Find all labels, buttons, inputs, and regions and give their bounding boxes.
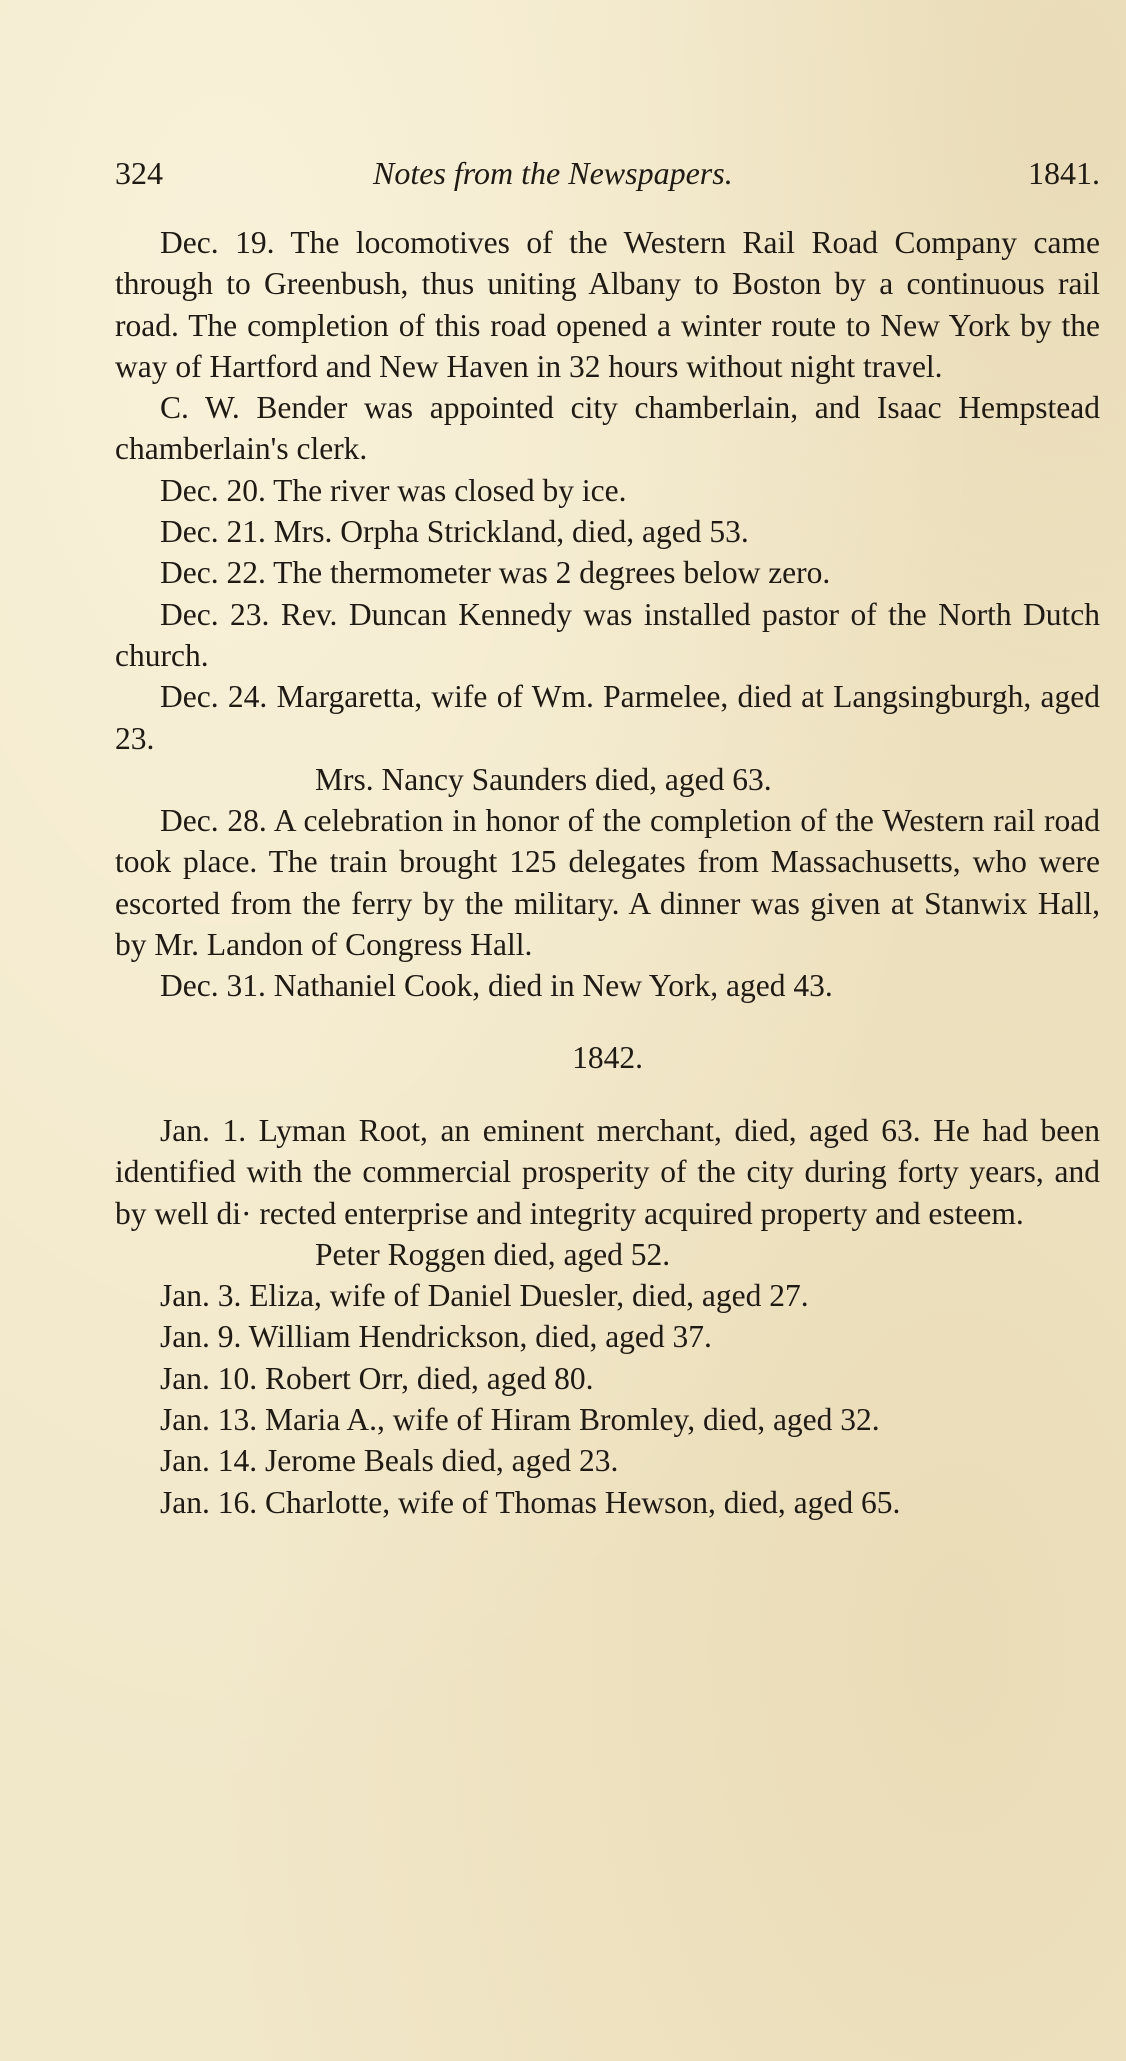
entry-jan-14: Jan. 14. Jerome Beals died, aged 23. [160,1443,619,1479]
entry-jan-13: Jan. 13. Maria A., wife of Hiram Bromley, died, aged 32. [160,1402,880,1438]
running-title: Notes from the Newspapers. [373,155,733,191]
entry-dec-22: Dec. 22. The thermometer was 2 degrees below zero. [160,555,831,591]
page-body [115,222,1100,1523]
entry-dec-23: Dec. 23. Rev. Duncan Kennedy was installed pastor of the North Dutch church. [115,596,1100,673]
header-year: 1841. [1028,155,1100,191]
entry-bender-appointment: C. W. Bender was appointed city chamberlain, and Isaac Hempstead chamberlain's clerk. [115,390,1100,467]
entry-jan-10: Jan. 10. Robert Orr, died, aged 80. [160,1360,594,1396]
entry-dec-24-saunders: Mrs. Nancy Saunders died, aged 63. [315,761,772,797]
running-header [115,155,1100,195]
entry-dec-24: Dec. 24. Margaretta, wife of Wm. Parmelee, died at Langsingburgh, aged 23. [115,679,1100,756]
entry-dec-20: Dec. 20. The river was closed by ice. [160,472,627,508]
entry-jan-9: Jan. 9. William Hendrickson, died, aged 37. [160,1319,712,1355]
entry-dec-21: Dec. 21. Mrs. Orpha Strickland, died, aged 53. [160,514,749,550]
entry-dec-28: Dec. 28. A celebration in honor of the completion of the Western rail road took place. The train brought 125 delegates from Massachusetts, who were escorted from the ferry by the military. A dinner was given at Stanwix Hall, by Mr. Landon of Congress Hall. [115,803,1100,963]
section-heading-1842: 1842. [572,1039,643,1075]
entry-dec-31: Dec. 31. Nathaniel Cook, died in New York, aged 43. [160,968,833,1004]
entry-jan-1-roggen: Peter Roggen died, aged 52. [315,1236,671,1272]
entry-jan-3: Jan. 3. Eliza, wife of Daniel Duesler, died, aged 27. [160,1278,809,1314]
entry-dec-19: Dec. 19. The locomotives of the Western Rail Road Company came through to Greenbush, thus uniting Albany to Boston by a continuous rail road. The completion of this road opened a winter route to New York by the way of Hartford and New Haven in 32 hours without night travel. [115,225,1100,384]
entry-jan-1: Jan. 1. Lyman Root, an eminent merchant, died, aged 63. He had been identified with the commercial prosperity of the city during forty years, and by well di· rected enterprise and integrity acquired property and esteem. [115,1112,1100,1231]
entry-jan-16: Jan. 16. Charlotte, wife of Thomas Hewson, died, aged 65. [160,1484,901,1520]
page-number: 324 [115,155,163,191]
